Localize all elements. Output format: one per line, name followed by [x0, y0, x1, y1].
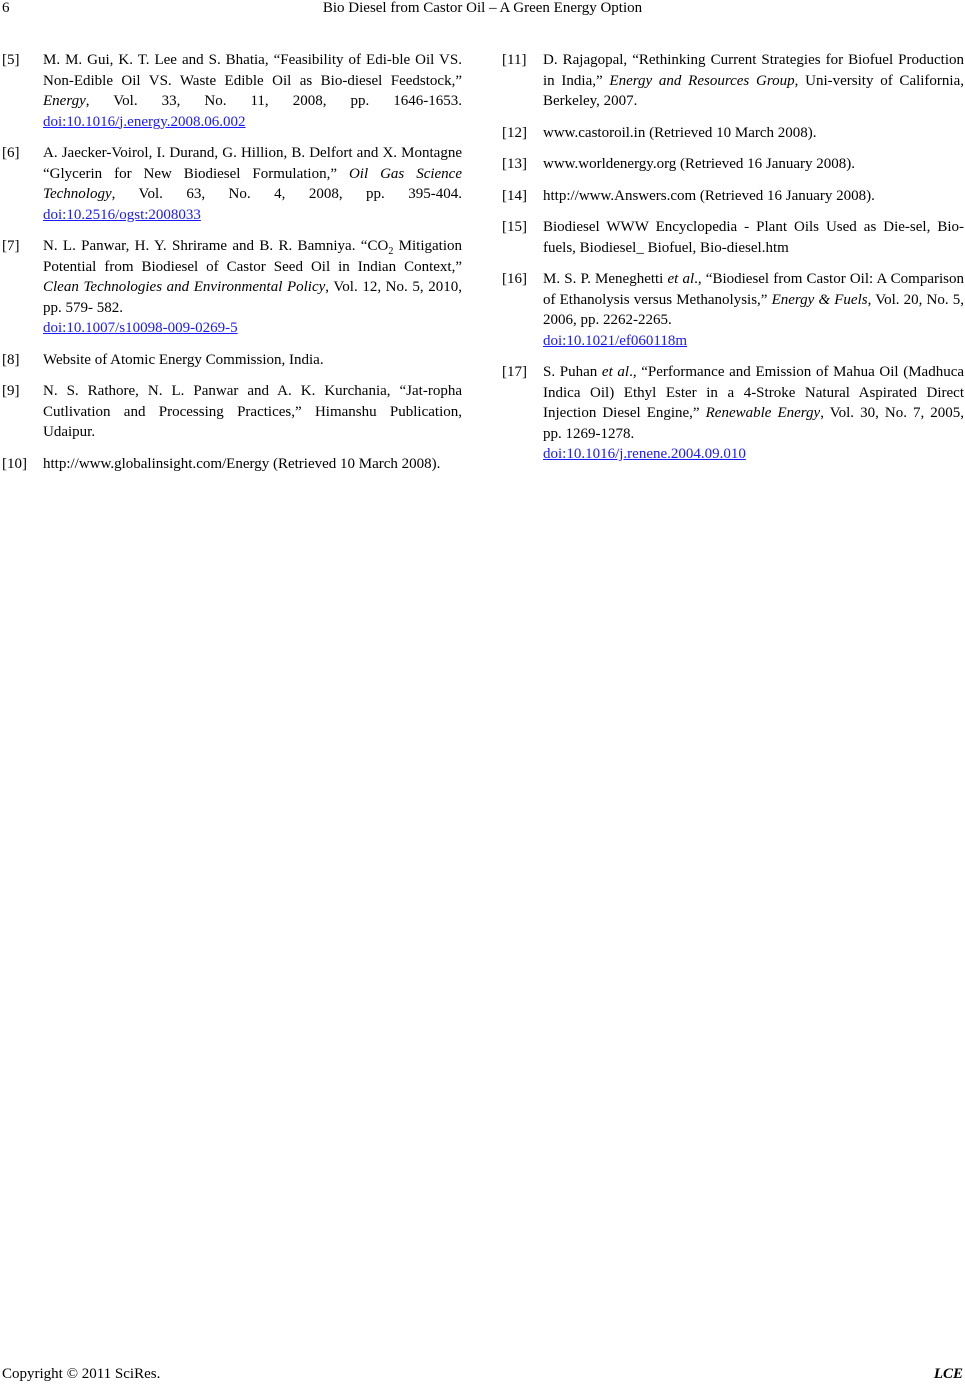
doi-link[interactable]: doi:10.1016/j.energy.2008.06.002	[43, 113, 246, 130]
reference-16: [16] M. S. P. Meneghetti et al., “Biodiesel from Castor Oil: A Comparison of Ethanolysis versus Methanolysis,” Energy & Fuels, Vol. 20, No. 5, 2006, pp. 2262-2265. doi:10.1021/ef060118m	[502, 271, 964, 349]
reference-number: [13]	[502, 156, 527, 172]
doi-link[interactable]: doi:10.2516/ogst:2008033	[43, 206, 201, 223]
doi-link[interactable]: doi:10.1021/ef060118m	[543, 332, 688, 349]
page-header	[0, 0, 965, 24]
references-right-column	[502, 50, 964, 476]
reference-number: [10]	[2, 455, 27, 472]
reference-number: [9]	[2, 383, 20, 399]
reference-number: [14]	[502, 187, 527, 204]
journal-abbrev: LCE	[933, 1366, 963, 1382]
references-left-column	[2, 50, 462, 485]
reference-10: [10] http://www.globalinsight.com/Energy (Retrieved 10 March 2008).	[2, 454, 462, 475]
reference-6: [6] A. Jaecker-Voirol, I. Durand, G. Hillion, B. Delfort and X. Montagne “Glycerin for New Biodiesel Formulation,” Oil Gas Science Technology, Vol. 63, No. 4, 2008, pp. 395-404. doi:10.2516/ogst:2008033	[2, 145, 462, 223]
reference-7: [7] N. L. Panwar, H. Y. Shrirame and B. R. Bamniya. “$CO_2$ Mitigation Potential from Biodiesel of Castor Seed Oil in Indian Context,” Clean Technologies and Environmental Policy, Vol. 12, No. 5, 2010, pp. 579- 582. doi:10.1007/s10098-009-0269-5	[2, 238, 462, 336]
doi-link[interactable]: doi:10.1007/s10098-009-0269-5	[43, 320, 238, 336]
reference-number: [6]	[2, 145, 20, 161]
reference-12: [12] www.castoroil.in (Retrieved 10 March 2008).	[502, 123, 964, 144]
reference-number: [11]	[502, 52, 527, 68]
reference-number: [17]	[502, 364, 527, 380]
copyright: Copyright © 2011 SciRes.	[2, 1366, 161, 1382]
reference-number: [16]	[502, 271, 527, 287]
reference-9: [9] N. S. Rathore, N. L. Panwar and A. K. Kurchania, “Jat-ropha Cutlivation and Processing Practices,” Himanshu Publication, Udaipur.	[2, 383, 462, 440]
reference-11: [11] D. Rajagopal, “Rethinking Current Strategies for Biofuel Production in India,” Energy and Resources Group, Uni-versity of California, Berkeley, 2007.	[502, 52, 964, 109]
reference-13: [13] www.worldenergy.org (Retrieved 16 January 2008).	[502, 154, 964, 175]
reference-number: [5]	[2, 52, 20, 68]
running-title: Bio Diesel from Castor Oil – A Green Energy Option	[322, 0, 643, 16]
reference-number: [8]	[2, 351, 20, 368]
reference-8: [8] Website of Atomic Energy Commission, India.	[2, 350, 462, 371]
reference-15: [15] Biodiesel WWW Encyclopedia - Plant Oils Used as Die-sel, Bio-fuels, Biodiesel_ Biofuel, Bio-diesel.htm	[502, 219, 964, 256]
page-number: 6	[2, 0, 10, 16]
reference-14: [14] http://www.Answers.com (Retrieved 16 January 2008).	[502, 186, 964, 207]
reference-number: [7]	[2, 238, 20, 254]
reference-5: [5] M. M. Gui, K. T. Lee and S. Bhatia, “Feasibility of Edi-ble Oil VS. Non-Edible Oil VS. Waste Edible Oil as Bio-diesel Feedstock,” Energy, Vol. 33, No. 11, 2008, pp. 1646-1653. doi:10.1016/j.energy.2008.06.002	[2, 52, 462, 130]
reference-17: [17] S. Puhan et al., “Performance and Emission of Mahua Oil (Madhuca Indica Oil) Ethyl Ester in a 4-Stroke Natural Aspirated Direct Injection Diesel Engine,” Renewable Energy, Vol. 30, No. 7, 2005, pp. 1269-1278. doi:10.1016/j.renene.2004.09.010	[502, 364, 965, 462]
reference-number: [15]	[502, 219, 527, 235]
doi-link[interactable]: doi:10.1016/j.renene.2004.09.010	[543, 446, 746, 462]
reference-number: [12]	[502, 124, 527, 141]
